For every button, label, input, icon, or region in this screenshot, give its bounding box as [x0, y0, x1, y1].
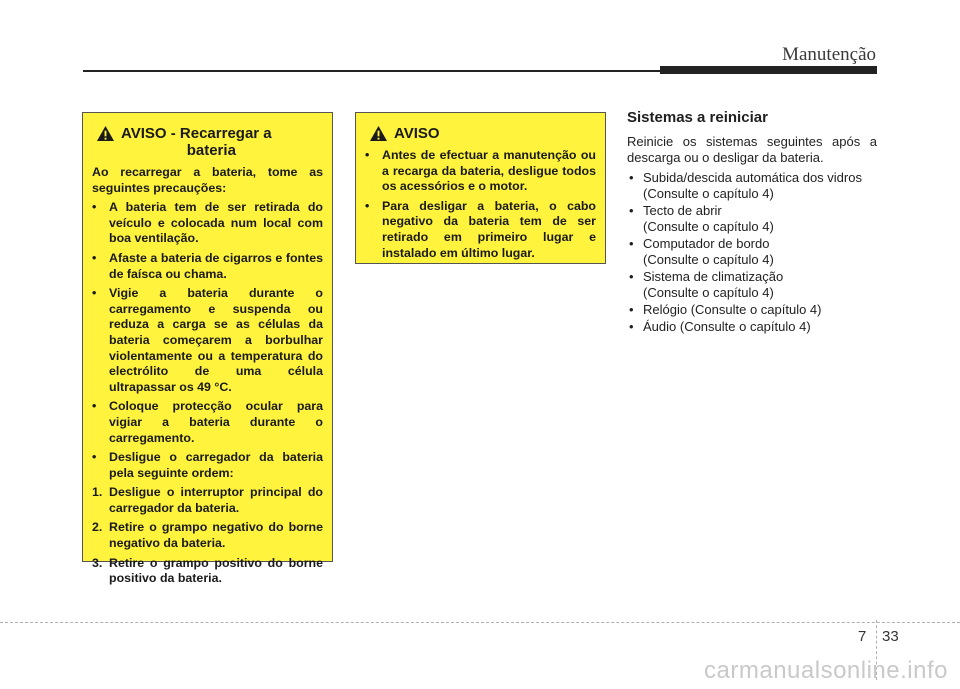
header-rule-thin: [83, 70, 663, 72]
list-item: • Áudio (Consulte o capítulo 4): [629, 319, 811, 334]
page-header-title: Manutenção: [782, 44, 876, 65]
page-chapter-number: 7: [858, 628, 867, 645]
warning-box-maintenance: [355, 112, 606, 264]
list-item: • Afaste a bateria de cigarros e fontes de faísca ou chama.: [92, 250, 323, 281]
warning-intro: Ao recarregar a bateria, tome as seguintes precauções:: [92, 165, 323, 195]
warning-box-title: [92, 125, 323, 159]
list-item: • Subida/descida automática dos vidros (Consulte o capítulo 4): [629, 170, 862, 201]
list-item: • Computador de bordo (Consulte o capítulo 4): [629, 236, 774, 267]
footer-dashed-rule: [0, 622, 960, 623]
list-item: • Coloque protecção ocular para vigiar a bateria durante o carregamento.: [92, 399, 323, 445]
warning-title-main: AVISO: [121, 125, 167, 142]
page-number: 33: [882, 628, 899, 645]
list-item: • Sistema de climatização (Consulte o capítulo 4): [629, 269, 784, 300]
warning-box-battery-charging: [82, 112, 333, 586]
warning-title-main: AVISO: [394, 125, 440, 142]
list-item: • Vigie a bateria durante o carregamento e suspenda ou reduza a carga se as células da bateria começarem a borbulhar violentamente ou a temperatura do electrólito de uma célula ultrapassar os 49 °C.: [92, 286, 323, 394]
list-item: • Antes de efectuar a manutenção ou a recarga da bateria, desligue todos os acessórios e o motor.: [365, 148, 596, 194]
numbered-step: 1. Desligue o interruptor principal do carregador da bateria.: [92, 485, 323, 515]
numbered-step: 3. Retire o grampo positivo do borne positivo da bateria.: [92, 555, 323, 586]
list-item: • Tecto de abrir (Consulte o capítulo 4): [629, 203, 774, 234]
list-item: • Para desligar a bateria, o cabo negativo da bateria tem de ser retirado em primeiro lugar e instalado em último lugar.: [365, 198, 596, 260]
list-item: • A bateria tem de ser retirada do veículo e colocada num local com boa ventilação.: [92, 200, 323, 246]
numbered-step: 2. Retire o grampo negativo do borne negativo da bateria.: [92, 520, 323, 551]
section-heading: Sistemas a reiniciar: [627, 109, 768, 126]
watermark: carmanualsonline.info: [704, 657, 948, 684]
section-intro: Reinicie os sistemas seguintes após a descarga ou o desligar da bateria.: [627, 134, 877, 165]
list-item: • Desligue o carregador da bateria pela seguinte ordem:: [92, 450, 323, 480]
list-item: • Relógio (Consulte o capítulo 4): [629, 302, 822, 317]
reset-section: [627, 110, 877, 335]
warning-triangle-icon: [96, 125, 115, 142]
header-rule-thick: [660, 66, 877, 74]
warning-title-sub-2: bateria: [186, 142, 236, 159]
warning-box-title: [365, 125, 596, 142]
warning-triangle-icon: [369, 125, 388, 142]
warning-title-sub: - Recarregar a: [170, 125, 272, 142]
